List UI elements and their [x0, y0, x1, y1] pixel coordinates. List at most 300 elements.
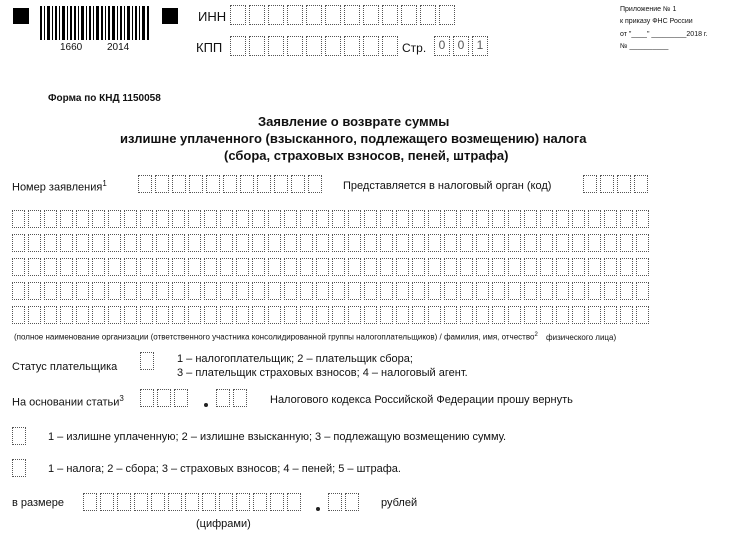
page-cells[interactable]: [434, 36, 491, 56]
org-name-cell[interactable]: [332, 210, 345, 228]
type-cell-box[interactable]: [12, 459, 26, 477]
amount-integer-cell[interactable]: [151, 493, 165, 511]
org-name-cell[interactable]: [460, 282, 473, 300]
org-name-cell[interactable]: [124, 282, 137, 300]
inn-cell[interactable]: [306, 5, 322, 25]
amount-fraction-cell[interactable]: [345, 493, 359, 511]
org-name-cell[interactable]: [492, 210, 505, 228]
org-name-cell[interactable]: [284, 210, 297, 228]
org-name-cell[interactable]: [476, 306, 489, 324]
kpp-cell[interactable]: [363, 36, 379, 56]
org-name-cell[interactable]: [252, 234, 265, 252]
status-cell[interactable]: [140, 352, 157, 370]
org-name-cell[interactable]: [332, 258, 345, 276]
org-name-cell[interactable]: [556, 258, 569, 276]
org-name-cell[interactable]: [28, 306, 41, 324]
amount-unit: рублей: [381, 497, 418, 509]
org-name-cell[interactable]: [524, 282, 537, 300]
org-name-cell[interactable]: [572, 282, 585, 300]
org-name-cell[interactable]: [396, 210, 409, 228]
basis-separator-dot: [204, 403, 208, 407]
org-name-cell[interactable]: [188, 306, 201, 324]
amount-integer-cell[interactable]: [236, 493, 250, 511]
app-number-label: Номер заявления$^1$: [12, 179, 107, 194]
inn-cell[interactable]: [439, 5, 455, 25]
amount-integer-cell[interactable]: [287, 493, 301, 511]
org-name-cell[interactable]: [588, 234, 601, 252]
org-name-cell[interactable]: [364, 258, 377, 276]
tax-organ-cell[interactable]: [634, 175, 648, 193]
basis-point-cells[interactable]: [216, 389, 250, 407]
basis-point-cell[interactable]: [233, 389, 247, 407]
basis-article-cell[interactable]: [140, 389, 154, 407]
app-number-cell[interactable]: [291, 175, 305, 193]
corner-marker-right: [162, 8, 178, 24]
org-name-cell[interactable]: [476, 258, 489, 276]
org-name-cell[interactable]: [444, 282, 457, 300]
app-number-cell[interactable]: [189, 175, 203, 193]
org-name-cell[interactable]: [220, 306, 233, 324]
org-name-cell[interactable]: [540, 258, 553, 276]
org-name-cell[interactable]: [604, 306, 617, 324]
org-name-cell[interactable]: [604, 282, 617, 300]
org-name-cell[interactable]: [60, 258, 73, 276]
org-name-row[interactable]: [12, 258, 652, 276]
org-name-cell[interactable]: [540, 234, 553, 252]
org-name-cell[interactable]: [556, 234, 569, 252]
org-name-cell[interactable]: [92, 258, 105, 276]
org-name-cell[interactable]: [316, 258, 329, 276]
tax-organ-cell[interactable]: [583, 175, 597, 193]
org-name-cell[interactable]: [12, 258, 25, 276]
org-name-cell[interactable]: [460, 258, 473, 276]
inn-cell[interactable]: [249, 5, 265, 25]
inn-cell[interactable]: [420, 5, 436, 25]
inn-cell[interactable]: [382, 5, 398, 25]
org-name-cell[interactable]: [508, 282, 521, 300]
org-name-cell[interactable]: [492, 258, 505, 276]
org-name-cell[interactable]: [396, 282, 409, 300]
app-number-cell[interactable]: [138, 175, 152, 193]
org-name-cell[interactable]: [444, 258, 457, 276]
inn-cell[interactable]: [344, 5, 360, 25]
org-name-cell[interactable]: [172, 306, 185, 324]
org-name-cell[interactable]: [268, 258, 281, 276]
amount-integer-cell[interactable]: [253, 493, 267, 511]
basis-text: Налогового кодекса Российской Федерации прошу вернуть: [270, 394, 573, 406]
org-name-cell[interactable]: [316, 210, 329, 228]
org-name-cell[interactable]: [268, 306, 281, 324]
org-name-cell[interactable]: [140, 258, 153, 276]
type-cell[interactable]: [12, 459, 29, 477]
kpp-cell[interactable]: [344, 36, 360, 56]
org-name-cell[interactable]: [124, 306, 137, 324]
basis-label: На основании статьи$^3$: [12, 394, 124, 409]
org-name-cell[interactable]: [444, 306, 457, 324]
org-name-cell[interactable]: [76, 258, 89, 276]
amount-fraction-cells[interactable]: [328, 493, 362, 511]
org-name-cell[interactable]: [108, 306, 121, 324]
org-name-cell[interactable]: [108, 234, 121, 252]
org-name-cell[interactable]: [364, 234, 377, 252]
org-name-cell[interactable]: [236, 282, 249, 300]
org-name-cell[interactable]: [172, 258, 185, 276]
kpp-label: КПП: [196, 40, 223, 55]
org-name-cell[interactable]: [364, 210, 377, 228]
org-name-cell[interactable]: [300, 210, 313, 228]
org-name-cell[interactable]: [460, 306, 473, 324]
org-name-cell[interactable]: [60, 306, 73, 324]
org-name-cell[interactable]: [620, 258, 633, 276]
title-line3: (сбора, страховых взносов, пеней, штрафа): [224, 148, 509, 163]
org-name-cell[interactable]: [140, 210, 153, 228]
org-name-cell[interactable]: [284, 234, 297, 252]
org-name-row[interactable]: [12, 282, 652, 300]
org-name-cell[interactable]: [412, 234, 425, 252]
org-name-cell[interactable]: [252, 282, 265, 300]
org-name-cell[interactable]: [396, 234, 409, 252]
amount-integer-cell[interactable]: [219, 493, 233, 511]
org-name-cell[interactable]: [268, 234, 281, 252]
org-name-cell[interactable]: [524, 210, 537, 228]
org-name-cell[interactable]: [588, 282, 601, 300]
org-name-row[interactable]: [12, 210, 652, 228]
org-name-cell[interactable]: [396, 306, 409, 324]
org-name-cell[interactable]: [572, 210, 585, 228]
org-name-cell[interactable]: [412, 306, 425, 324]
org-name-cell[interactable]: [156, 306, 169, 324]
org-name-cell[interactable]: [220, 258, 233, 276]
org-name-cell[interactable]: [252, 306, 265, 324]
org-name-cell[interactable]: [140, 306, 153, 324]
amount-integer-cell[interactable]: [100, 493, 114, 511]
org-name-cell[interactable]: [636, 306, 649, 324]
org-name-cell[interactable]: [588, 306, 601, 324]
org-name-cell[interactable]: [300, 258, 313, 276]
org-name-cell[interactable]: [300, 306, 313, 324]
org-name-cell[interactable]: [380, 210, 393, 228]
kpp-cell[interactable]: [230, 36, 246, 56]
org-name-cell[interactable]: [300, 282, 313, 300]
org-name-cell[interactable]: [268, 282, 281, 300]
org-name-cell[interactable]: [236, 234, 249, 252]
org-name-cell[interactable]: [108, 210, 121, 228]
amount-integer-cell[interactable]: [134, 493, 148, 511]
amount-integer-cell[interactable]: [270, 493, 284, 511]
org-name-cell[interactable]: [252, 258, 265, 276]
org-name-cell[interactable]: [476, 282, 489, 300]
org-name-cell[interactable]: [44, 234, 57, 252]
org-name-cell[interactable]: [428, 210, 441, 228]
org-name-cell[interactable]: [428, 234, 441, 252]
org-name-cell[interactable]: [284, 306, 297, 324]
org-name-cell[interactable]: [28, 210, 41, 228]
org-name-cell[interactable]: [604, 234, 617, 252]
org-name-cell[interactable]: [412, 282, 425, 300]
inn-cell[interactable]: [268, 5, 284, 25]
org-name-cell[interactable]: [556, 282, 569, 300]
org-name-cell[interactable]: [396, 258, 409, 276]
org-name-cell[interactable]: [332, 306, 345, 324]
org-name-cell[interactable]: [60, 234, 73, 252]
org-name-cell[interactable]: [204, 306, 217, 324]
org-name-cell[interactable]: [76, 306, 89, 324]
org-name-cell[interactable]: [620, 306, 633, 324]
org-name-cell[interactable]: [44, 306, 57, 324]
org-name-cell[interactable]: [156, 234, 169, 252]
amount-fraction-cell[interactable]: [328, 493, 342, 511]
app-number-cell[interactable]: [308, 175, 322, 193]
org-name-cell[interactable]: [188, 210, 201, 228]
org-name-cell[interactable]: [460, 234, 473, 252]
org-name-row[interactable]: [12, 306, 652, 324]
org-name-cell[interactable]: [572, 306, 585, 324]
tax-organ-cell[interactable]: [617, 175, 631, 193]
kind-cell-box[interactable]: [12, 427, 26, 445]
inn-cells[interactable]: [230, 5, 458, 25]
app-number-cell[interactable]: [240, 175, 254, 193]
basis-article-cells[interactable]: [140, 389, 191, 407]
org-name-cell[interactable]: [348, 306, 361, 324]
org-name-cell[interactable]: [508, 234, 521, 252]
org-name-cell[interactable]: [540, 306, 553, 324]
org-name-cell[interactable]: [220, 210, 233, 228]
amount-integer-cell[interactable]: [117, 493, 131, 511]
org-name-cell[interactable]: [172, 210, 185, 228]
org-name-cell[interactable]: [508, 306, 521, 324]
org-name-cell[interactable]: [380, 306, 393, 324]
org-name-cell[interactable]: [92, 282, 105, 300]
org-name-cell[interactable]: [636, 282, 649, 300]
amount-integer-cell[interactable]: [168, 493, 182, 511]
org-name-cell[interactable]: [620, 234, 633, 252]
kpp-cell[interactable]: [249, 36, 265, 56]
org-name-cell[interactable]: [604, 210, 617, 228]
org-name-cell[interactable]: [588, 258, 601, 276]
org-name-cell[interactable]: [76, 282, 89, 300]
app-number-cell[interactable]: [206, 175, 220, 193]
org-name-cell[interactable]: [476, 210, 489, 228]
org-name-cell[interactable]: [60, 210, 73, 228]
kpp-cell[interactable]: [382, 36, 398, 56]
org-name-cell[interactable]: [172, 234, 185, 252]
org-name-cell[interactable]: [156, 282, 169, 300]
org-name-cell[interactable]: [348, 258, 361, 276]
org-name-cell[interactable]: [284, 282, 297, 300]
org-name-cell[interactable]: [140, 234, 153, 252]
org-name-cell[interactable]: [636, 234, 649, 252]
org-name-cell[interactable]: [204, 234, 217, 252]
org-name-cell[interactable]: [236, 210, 249, 228]
app-number-cell[interactable]: [155, 175, 169, 193]
app-number-cells[interactable]: [138, 175, 325, 193]
org-name-cell[interactable]: [332, 234, 345, 252]
kpp-cell[interactable]: [287, 36, 303, 56]
org-name-cell[interactable]: [76, 234, 89, 252]
amount-integer-cell[interactable]: [202, 493, 216, 511]
basis-point-cell[interactable]: [216, 389, 230, 407]
org-name-cell[interactable]: [284, 258, 297, 276]
org-name-cell[interactable]: [12, 210, 25, 228]
basis-article-cell[interactable]: [157, 389, 171, 407]
org-name-row[interactable]: [12, 234, 652, 252]
org-name-cell[interactable]: [380, 258, 393, 276]
org-name-cell[interactable]: [556, 210, 569, 228]
org-name-cell[interactable]: [236, 306, 249, 324]
org-name-cell[interactable]: [236, 258, 249, 276]
org-name-cell[interactable]: [204, 282, 217, 300]
basis-article-cell[interactable]: [174, 389, 188, 407]
org-name-cell[interactable]: [12, 282, 25, 300]
org-name-cell[interactable]: [92, 210, 105, 228]
tax-organ-cell[interactable]: [600, 175, 614, 193]
org-name-cell[interactable]: [172, 282, 185, 300]
inn-label: ИНН: [198, 9, 227, 24]
org-name-cell[interactable]: [380, 282, 393, 300]
org-name-cell[interactable]: [220, 234, 233, 252]
barcode-number-left: 1660: [60, 42, 83, 53]
app-number-cell[interactable]: [257, 175, 271, 193]
org-name-cell[interactable]: [492, 282, 505, 300]
org-name-cell[interactable]: [620, 282, 633, 300]
org-name-cell[interactable]: [204, 258, 217, 276]
kind-cell[interactable]: [12, 427, 29, 445]
org-name-cell[interactable]: [348, 234, 361, 252]
org-name-cell[interactable]: [92, 234, 105, 252]
org-name-cell[interactable]: [476, 234, 489, 252]
org-name-cell[interactable]: [316, 234, 329, 252]
kpp-cells[interactable]: [230, 36, 401, 56]
kpp-cell[interactable]: [268, 36, 284, 56]
org-name-cell[interactable]: [300, 234, 313, 252]
org-name-cell[interactable]: [524, 258, 537, 276]
tax-organ-cells[interactable]: [583, 175, 651, 193]
org-name-cell[interactable]: [268, 210, 281, 228]
status-text2: 3 – плательщик страховых взносов; 4 – налоговый агент.: [177, 367, 468, 379]
org-name-cell[interactable]: [492, 306, 505, 324]
org-name-cell[interactable]: [572, 234, 585, 252]
org-name-cell[interactable]: [412, 210, 425, 228]
barcode: [40, 6, 152, 44]
org-name-cell[interactable]: [524, 306, 537, 324]
barcode-number-right: 2014: [107, 42, 130, 53]
org-name-cell[interactable]: [92, 306, 105, 324]
org-name-cell[interactable]: [556, 306, 569, 324]
inn-cell[interactable]: [401, 5, 417, 25]
kpp-cell[interactable]: [306, 36, 322, 56]
org-name-cell[interactable]: [108, 258, 121, 276]
status-text1: 1 – налогоплательщик; 2 – плательщик сбора;: [177, 353, 413, 365]
org-name-cell[interactable]: [28, 234, 41, 252]
amount-integer-cell[interactable]: [185, 493, 199, 511]
org-name-cell[interactable]: [460, 210, 473, 228]
org-name-cell[interactable]: [604, 258, 617, 276]
org-name-cell[interactable]: [428, 258, 441, 276]
form-knd: Форма по КНД 1150058: [48, 93, 161, 104]
org-name-cell[interactable]: [332, 282, 345, 300]
org-name-cell[interactable]: [636, 210, 649, 228]
org-name-cell[interactable]: [364, 306, 377, 324]
appendix-line3: от "____" _________2018 г.: [620, 31, 708, 38]
org-name-cell[interactable]: [156, 258, 169, 276]
org-name-cell[interactable]: [204, 210, 217, 228]
org-name-cell[interactable]: [412, 258, 425, 276]
kpp-cell[interactable]: [325, 36, 341, 56]
org-name-cell[interactable]: [348, 210, 361, 228]
org-name-cell[interactable]: [348, 282, 361, 300]
app-number-cell[interactable]: [274, 175, 288, 193]
amount-caption: (цифрами): [196, 518, 251, 530]
amount-integer-cell[interactable]: [83, 493, 97, 511]
page-digit[interactable]: 0: [434, 36, 450, 56]
kind-text: 1 – излишне уплаченную; 2 – излишне взысканную; 3 – подлежащую возмещению сумму.: [48, 431, 507, 443]
org-name-cell[interactable]: [252, 210, 265, 228]
org-name-cell[interactable]: [188, 258, 201, 276]
org-name-cell[interactable]: [380, 234, 393, 252]
org-name-cell[interactable]: [188, 282, 201, 300]
org-name-cell[interactable]: [76, 210, 89, 228]
org-name-cell[interactable]: [636, 258, 649, 276]
org-name-cell[interactable]: [444, 210, 457, 228]
org-name-cell[interactable]: [572, 258, 585, 276]
amount-separator-dot: [316, 507, 320, 511]
org-name-cell[interactable]: [508, 258, 521, 276]
org-name-cell[interactable]: [12, 234, 25, 252]
inn-cell[interactable]: [363, 5, 379, 25]
inn-cell[interactable]: [287, 5, 303, 25]
org-name-cell[interactable]: [316, 282, 329, 300]
amount-integer-cells[interactable]: [83, 493, 304, 511]
org-name-cell[interactable]: [620, 210, 633, 228]
inn-cell[interactable]: [230, 5, 246, 25]
org-name-cell[interactable]: [508, 210, 521, 228]
page-digit[interactable]: 1: [472, 36, 488, 56]
org-name-cell[interactable]: [124, 210, 137, 228]
org-name-cell[interactable]: [524, 234, 537, 252]
org-name-cell[interactable]: [108, 282, 121, 300]
org-name-cell[interactable]: [540, 282, 553, 300]
org-name-cell[interactable]: [44, 258, 57, 276]
org-name-cell[interactable]: [44, 282, 57, 300]
org-name-cell[interactable]: [124, 258, 137, 276]
org-name-cell[interactable]: [540, 210, 553, 228]
page-digit[interactable]: 0: [453, 36, 469, 56]
org-name-cell[interactable]: [28, 282, 41, 300]
org-name-cell[interactable]: [492, 234, 505, 252]
org-name-cell[interactable]: [188, 234, 201, 252]
app-number-cell[interactable]: [172, 175, 186, 193]
appendix-line1: Приложение № 1: [620, 6, 677, 13]
inn-cell[interactable]: [325, 5, 341, 25]
org-name-cell[interactable]: [316, 306, 329, 324]
org-name-cell[interactable]: [28, 258, 41, 276]
org-name-cell[interactable]: [12, 306, 25, 324]
org-name-cell[interactable]: [44, 210, 57, 228]
status-cell-box[interactable]: [140, 352, 154, 370]
org-name-cell[interactable]: [220, 282, 233, 300]
org-name-cell[interactable]: [60, 282, 73, 300]
title-line1: Заявление о возврате суммы: [258, 114, 450, 129]
org-name-cell[interactable]: [588, 210, 601, 228]
org-name-cell[interactable]: [364, 282, 377, 300]
org-name-cell[interactable]: [428, 306, 441, 324]
org-name-cell[interactable]: [124, 234, 137, 252]
org-name-cell[interactable]: [428, 282, 441, 300]
org-name-cell[interactable]: [444, 234, 457, 252]
org-name-cell[interactable]: [140, 282, 153, 300]
app-number-cell[interactable]: [223, 175, 237, 193]
org-name-cell[interactable]: [156, 210, 169, 228]
